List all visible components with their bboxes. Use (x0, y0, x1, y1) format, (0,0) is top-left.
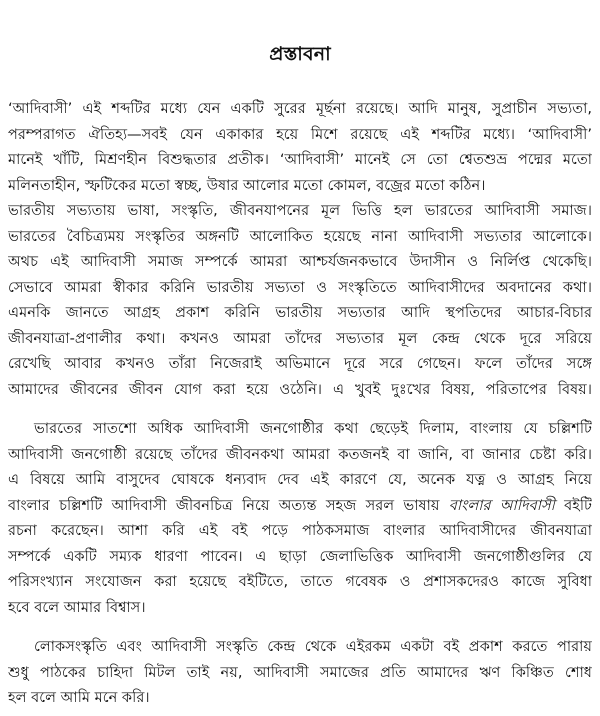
text-line: অথচ এই আদিবাসী সমাজ সম্পর্কে আমরা আশ্চর্যজনকভাবে উদাসীন ও নির্লিপ্ত থেকেছি। (8, 253, 592, 270)
text-line: ভারতের বৈচিত্র্যময় সংস্কৃতির অঙ্গনটি আলোকিত হয়েছে নানা আদিবাসী সভ্যতার আলোকে। (8, 227, 592, 245)
text-line: ‘আদিবাসী’ এই শব্দটির মধ্যে যেন একটি সুরের মূর্ছনা রয়েছে। আদি মানুষ, সুপ্রাচীন সভ্যতা, (8, 100, 592, 117)
text-line: হল বলে আমি মনে করি। (8, 689, 150, 706)
document-body (8, 96, 592, 711)
text-line: এ বিষয়ে আমি বাসুদেব ঘোষকে ধন্যবাদ দেব এই কারণে যে, অনেক যত্ন ও আগ্রহ নিয়ে (8, 471, 592, 488)
text-line: লোকসংস্কৃতি এবং আদিবাসী সংস্কৃতি কেন্দ্র থেকে এইরকম একটা বই প্রকাশ করতে পারায় (34, 638, 592, 655)
paragraph-3 (8, 634, 592, 711)
text-line: বাংলার চল্লিশটি আদিবাসী জীবনচিত্র নিয়ে অত্যন্ত সহজ সরল ভাষায় বাংলার আদিবাসী বইটি (8, 496, 592, 514)
paragraph-gap (8, 402, 592, 416)
paragraph-1 (8, 96, 592, 402)
page-title: প্রস্তাবনা (269, 43, 331, 65)
text-line: সম্পর্কে একটি সম্যক ধারণা পাবেন। এ ছাড়া জেলাভিত্তিক আদিবাসী জনগোষ্ঠীগুলির যে (8, 547, 592, 565)
text-line: পরিসংখ্যান সংযোজন করা হয়েছে বইটিতে, তাতে গবেষক ও প্রশাসকদেরও কাজে সুবিধা (8, 573, 592, 590)
text-line: হবে বলে আমার বিশ্বাস। (8, 598, 146, 616)
text-line: এমনকি জানতে আগ্রহ প্রকাশ করিনি ভারতীয় সভ্যতার আদি স্থপতিদের আচার-বিচার (8, 304, 592, 321)
book-title-italic: বাংলার আদিবাসী (448, 496, 555, 514)
text-line: আদিবাসী জনগোষ্ঠী রয়েছে তাঁদের জীবনকথা আমরা কতজনই বা জানি, বা জানার চেষ্টা করি। (8, 445, 592, 463)
text-line: আমাদের জীবনের জীবন যোগ করা হয়ে ওঠেনি। এ খুবই দুঃখের বিষয়, পরিতাপের বিষয়। (8, 380, 592, 398)
text-line: রেখেছি আবার কখনও তাঁরা নিজেরাই অভিমানে দূরে সরে গেছেন। ফলে তাঁদের সঙ্গে (8, 355, 592, 372)
text-line: ভারতের সাতশো অধিক আদিবাসী জনগোষ্ঠীর কথা ছেড়েই দিলাম, বাংলায় যে চল্লিশটি (34, 420, 592, 437)
text-line: মানেই খাঁটি, মিশ্রণহীন বিশুদ্ধতার প্রতীক। ‘আদিবাসী’ মানেই সে তো শ্বেতশুভ্র পদ্মের মতো (8, 151, 592, 168)
text-line: ভারতীয় সভ্যতায় ভাষা, সংস্কৃতি, জীবনযাপনের মূল ভিত্তি হল ভারতের আদিবাসী সমাজ। (8, 202, 592, 219)
text-line: পরম্পরাগত ঐতিহ্য—সবই যেন একাকার হয়ে মিশে রয়েছে এই শব্দটির মধ্যে। ‘আদিবাসী’ (8, 125, 592, 143)
paragraph-2 (8, 416, 592, 620)
paragraph-gap (8, 620, 592, 634)
text-line: শুধু পাঠকের চাহিদা মিটল তাই নয়, আদিবাসী সমাজের প্রতি আমাদের ঋণ কিঞ্চিত শোধ (8, 663, 592, 681)
text-line: জীবনযাত্রা-প্রণালীর কথা। কখনও আমরা তাঁদের সভ্যতার মূল কেন্দ্র থেকে দূরে সরিয়ে (8, 329, 592, 347)
text-line: সেভাবে আমরা স্বীকার করিনি ভারতীয় সভ্যতা ও সংস্কৃতিতে আদিবাসীদের অবদানের কথা। (8, 278, 592, 296)
text-line: মলিনতাহীন, স্ফটিকের মতো স্বচ্ছ, উষার আলোর মতো কোমল, বজ্রের মতো কঠিন। (8, 176, 486, 194)
text-line: রচনা করেছেন। আশা করি এই বই পড়ে পাঠকসমাজ বাংলার আদিবাসীদের জীবনযাত্রা (8, 522, 592, 539)
